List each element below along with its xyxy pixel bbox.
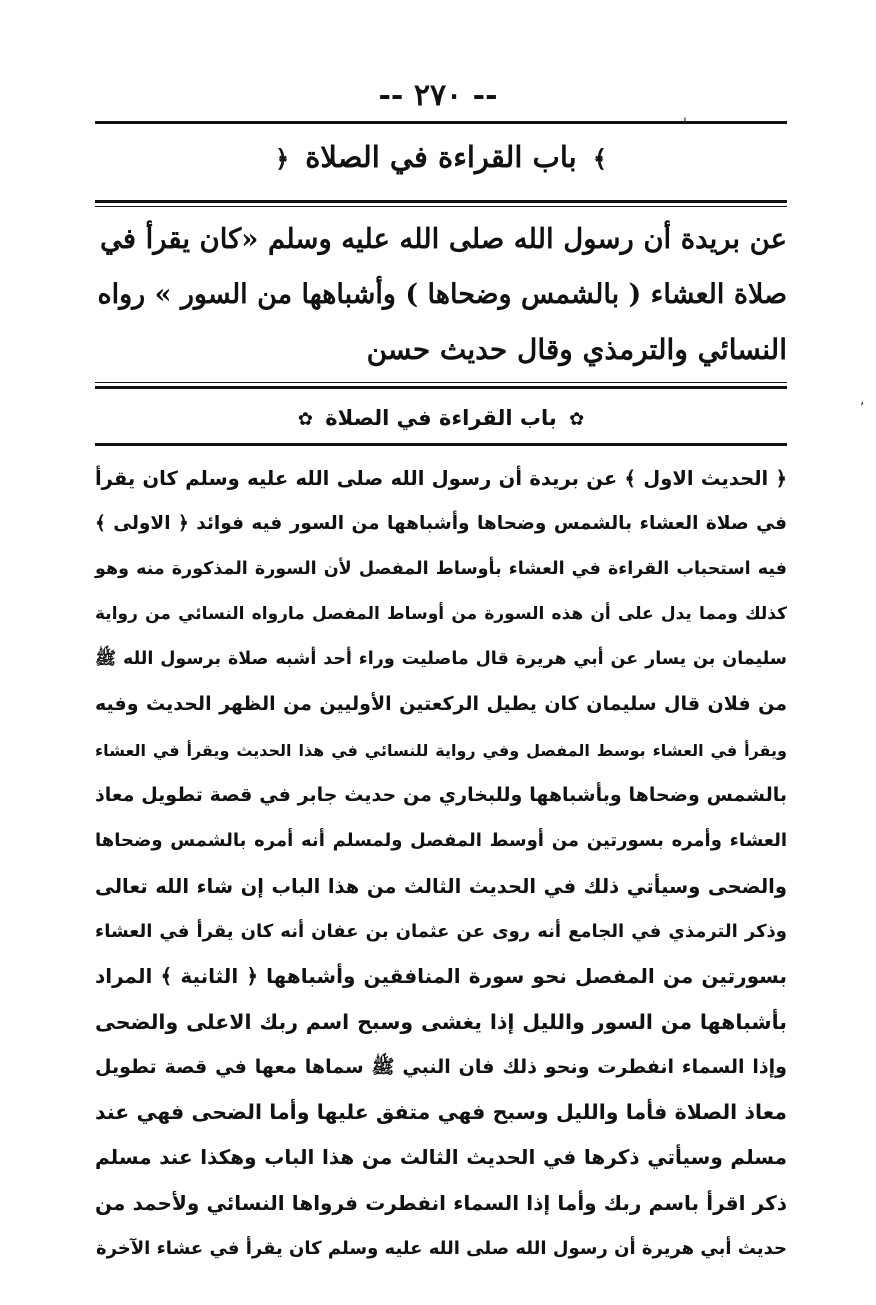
commentary-text	[95, 456, 787, 1271]
margin-mark: '	[683, 116, 687, 132]
chapter-title: باب القراءة في الصلاة	[305, 140, 577, 174]
commentary-line: بسورتين من المفصل نحو سورة المنافقين وأشباهها ﴿ الثانية ﴾ المراد	[95, 964, 787, 989]
hadith-text	[95, 212, 787, 377]
commentary-line: ﴿ الحديث الاول ﴾ عن بريدة أن رسول الله صلى الله عليه وسلم كان يقرأ	[95, 467, 787, 490]
commentary-line: معاذ الصلاة فأما والليل وسبح فهي متفق عليها وأما الضحى فهي عند	[95, 1100, 787, 1125]
commentary-line: العشاء وأمره بسورتين من أوسط المفصل ولمسلم أنه أمره بالشمس وضحاها	[95, 830, 787, 852]
hadith-line: النسائي والترمذي وقال حديث حسن	[366, 333, 787, 366]
commentary-line: من فلان قال سليمان كان يطيل الركعتين الأوليين من الظهر الحديث وفيه	[95, 693, 787, 716]
commentary-line: ذكر اقرأ باسم ربك وأما إذا السماء انفطرت فرواها النسائي ولأحمد من	[95, 1190, 787, 1215]
commentary-rule	[95, 443, 787, 446]
commentary-line: ويقرأ في العشاء بوسط المفصل وفي رواية للنسائي في هذا الحديث ويقرأ في العشاء	[95, 740, 787, 760]
commentary-line: في صلاة العشاء بالشمس وضحاها وأشباهها من السور فيه فوائد ﴿ الاولى ﴾	[95, 513, 787, 535]
commentary-line: وذكر الترمذي في الجامع أنه روى عن عثمان بن عفان أنه كان يقرأ في العشاء	[95, 920, 787, 942]
commentary-line: فيه استحباب القراءة في العشاء بأوساط المفصل لأن السورة المذكورة منه وهو	[95, 558, 787, 579]
commentary-line: حديث أبي هريرة أن رسول الله صلى الله عليه وسلم كان يقرأ في عشاء الآخرة	[95, 1238, 787, 1260]
ornament-left-icon: ✿	[297, 409, 313, 430]
commentary-line: سليمان بن يسار عن أبي هريرة قال ماصليت وراء أحد أشبه صلاة برسول الله ﷺ	[95, 649, 787, 670]
hadith-top-rule	[95, 200, 787, 203]
hadith-line: عن بريدة أن رسول الله صلى الله عليه وسلم «كان يقرأ في	[99, 223, 787, 255]
commentary-line: بالشمس وضحاها وبأشباهها وللبخاري من حديث جابر في قصة تطويل معاذ	[95, 784, 787, 807]
commentary-line: مسلم وسيأتي ذكرها في الحديث الثالث من هذا الباب وهكذا عند مسلم	[95, 1145, 787, 1170]
page-number: -- ٢٧٠ --	[378, 78, 498, 113]
ornament-left-icon: ﴿	[275, 144, 290, 173]
ornament-right-icon: ﴾	[592, 144, 607, 173]
hadith-bottom-rule	[95, 382, 787, 383]
margin-mark: ,	[860, 392, 865, 408]
commentary-heading	[95, 406, 787, 430]
chapter-heading	[95, 140, 787, 174]
commentary-line: كذلك ومما يدل على أن هذه السورة من أوساط المفصل مارواه النسائي من رواية	[95, 603, 787, 624]
commentary-title: باب القراءة في الصلاة	[325, 406, 557, 430]
commentary-line: والضحى وسيأتي ذلك في الحديث الثالث من هذا الباب إن شاء الله تعالى	[95, 874, 787, 898]
hadith-top-rule-thin	[95, 206, 787, 207]
hadith-line: صلاة العشاء ( بالشمس وضحاها ) وأشباهها من السور » رواه	[97, 279, 787, 310]
commentary-line: وإذا السماء انفطرت ونحو ذلك فان النبي ﷺ سماها معها في قصة تطويل	[95, 1055, 787, 1078]
ornament-right-icon: ✿	[569, 409, 585, 430]
hadith-bottom-rule-thick	[95, 386, 787, 389]
commentary-line: بأشباهها من السور والليل إذا يغشى وسبح اسم ربك الاعلى والضحى	[95, 1009, 787, 1034]
